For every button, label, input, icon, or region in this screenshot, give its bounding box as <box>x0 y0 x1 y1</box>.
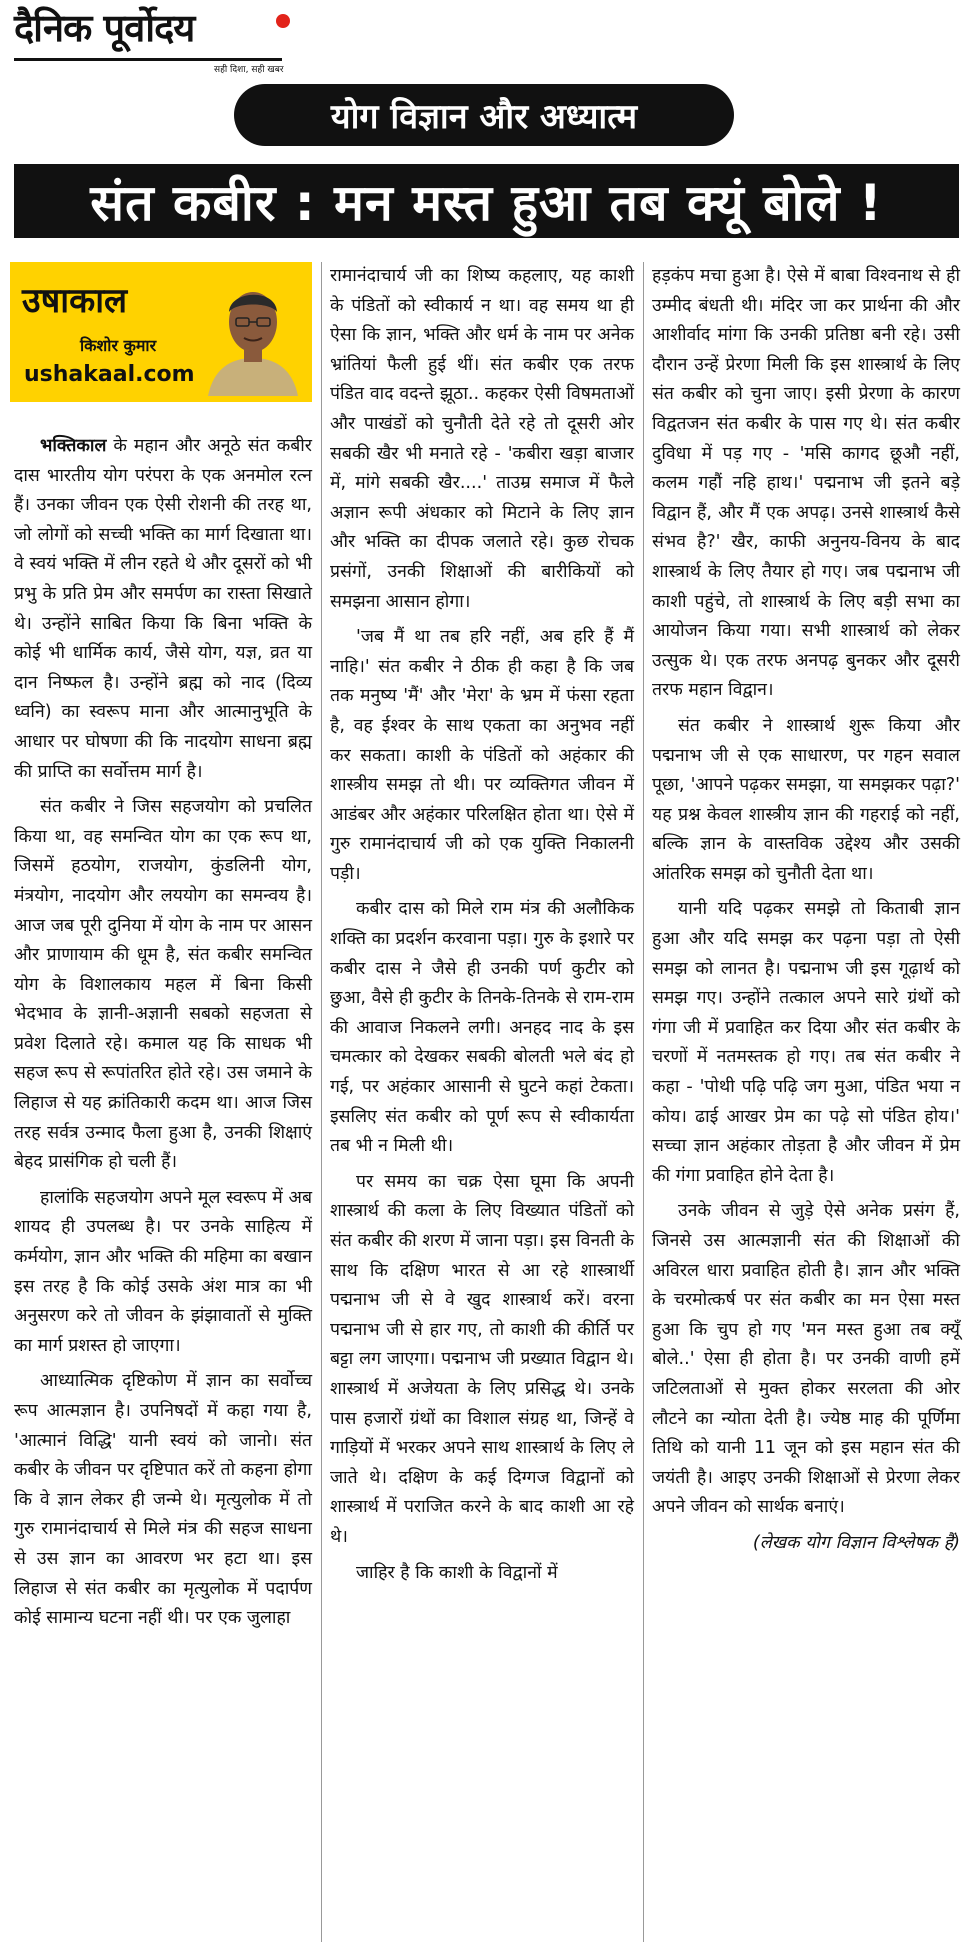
headline-text: संत कबीर : मन मस्त हुआ तब क्यूं बोले ! <box>90 174 883 232</box>
paragraph: हालांकि सहजयोग अपने मूल स्वरूप में अब शायद ही उपलब्ध है। पर उनके साहित्य में कर्मयोग, ज्ञान और भक्ति की महिमा का बखान इस तरह है कि कोई उसके अंश मात्र का भी अनुसरण करे तो जीवन के झंझावातों से मुक्ति का मार्ग प्रशस्त हो जाएगा। <box>14 1187 312 1356</box>
author-note: (लेखक योग विज्ञान विश्लेषक हैं) <box>752 1532 960 1553</box>
headline-banner <box>14 164 959 238</box>
lead-word: भक्तिकाल <box>40 436 107 456</box>
article-column-3 <box>652 262 960 1565</box>
column-author: किशोर कुमार <box>80 336 157 355</box>
author-portrait <box>200 272 306 396</box>
column-header <box>10 262 312 402</box>
paragraph: संत कबीर ने शास्त्रार्थ शुरू किया और पद्मनाभ जी से एक साधारण, पर गहन सवाल पूछा, 'आपने पढ़कर समझा, या समझकर पढ़ा?' यह प्रश्न केवल शास्त्रीय ज्ञान की गहराई को नहीं, बल्कि ज्ञान के वास्तविक उद्देश्य और उसकी आंतरिक समझ को चुनौती देता था। <box>652 715 960 884</box>
paragraph: 'जब मैं था तब हरि नहीं, अब हरि हैं मैं नाहि।' संत कबीर ने ठीक ही कहा है कि जब तक मनुष्य 'मैं' और 'मेरा' के भ्रम में फंसा रहता है, वह ईश्वर के साथ एकता का अनुभव नहीं कर सकता। काशी के पंडितों को अहंकार की शास्त्रीय समझ तो थी। पर व्यक्तिगत जीवन में आडंबर और अहंकार परिलक्षित होता था। ऐसे में गुरु रामानंदाचार्य जी को एक युक्ति निकालनी पड़ी। <box>330 627 634 884</box>
paragraph: रामानंदाचार्य जी का शिष्य कहलाए, यह काशी के पंडितों को स्वीकार्य न था। वह समय था ही ऐसा कि ज्ञान, भक्ति और धर्म के नाम पर अनेक भ्रांतियां फैली हुई थीं। संत कबीर एक तरफ पंडित वाद वदन्ते झूठा.. कहकर ऐसी विषमताओं और पाखंडों को चुनौती देते रहे तो दूसरी ओर सबकी खैर भी मनाते रहे - 'कबीरा खड़ा बाजार में, मांगे सबकी खैर....' ताउम्र समाज में फैले अज्ञान रूपी अंधकार को मिटाने के लिए ज्ञान और भक्ति का दीपक जलाते रहे। कुछ रोचक प्रसंगों, उनकी शिक्षाओं की बारीकियों को समझना आसान होगा। <box>330 266 634 612</box>
paragraph: संत कबीर ने जिस सहजयोग को प्रचलित किया था, वह समन्वित योग का एक रूप था, जिसमें हठयोग, राजयोग, कुंडलिनी योग, मंत्रयोग, नादयोग और लययोग का समन्वय है। आज जब पूरी दुनिया में योग के नाम पर आसन और प्राणायाम की धूम है, संत कबीर समन्वित योग के विशालकाय महल में बिना किसी भेदभाव के ज्ञानी-अज्ञानी सबको सहजता से प्रवेश दिलाते रहे। कमाल यह कि साधक भी सहज रूप से रूपांतरित होते रहे। उस जमाने के लिहाज से यह क्रांतिकारी कदम था। आज जिस तरह सर्वत्र उन्माद फैला हुआ है, उनकी शिक्षाएं बेहद प्रासंगिक हो चली हैं। <box>14 797 312 1173</box>
paragraph: भक्तिकाल के महान और अनूठे संत कबीर दास भारतीय योग परंपरा के एक अनमोल रत्न हैं। उनका जीवन एक ऐसी रोशनी की तरह था, जो लोगों को सच्ची भक्ति का मार्ग दिखाता था। वे स्वयं भक्ति में लीन रहते थे और दूसरों को भी प्रभु के प्रति प्रेम और समर्पण का रास्ता सिखाते थे। उन्होंने साबित किया कि बिना भक्ति के कोई भी धार्मिक कार्य, जैसे योग, यज्ञ, व्रत या दान निष्फल है। उन्होंने ब्रह्म को नाद (दिव्य ध्वनि) का स्वरूप माना और आत्मानुभूति के आधार पर घोषणा की कि नादयोग साधना ब्रह्म की प्राप्ति का सर्वोत्तम मार्ग है। <box>14 436 312 782</box>
section-label: योग विज्ञान और अध्यात्म <box>330 97 638 137</box>
paragraph: आध्यात्मिक दृष्टिकोण में ज्ञान का सर्वोच्च रूप आत्मज्ञान है। उपनिषदों में कहा गया है, 'आत्मानं विद्धि' यानी स्वयं को जानो। संत कबीर के जीवन पर दृष्टिपात करें तो कहना होगा कि वे ज्ञान लेकर ही जन्मे थे। मृत्युलोक में तो गुरु रामानंदाचार्य से मिले मंत्र की सहज साधना से उस ज्ञान का आवरण भर हटा था। इस लिहाज से संत कबीर का मृत्युलोक में पदार्पण कोई सामान्य घटना नहीं थी। पर एक जुलाहा <box>14 1371 312 1629</box>
paragraph: हड़कंप मचा हुआ है। ऐसे में बाबा विश्वनाथ से ही उम्मीद बंधती थी। मंदिर जा कर प्रार्थना की और आशीर्वाद मांगा कि उनकी प्रतिष्ठा बनी रहे। उसी दौरान उन्हें प्रेरणा मिली कि इस शास्त्रार्थ के लिए संत कबीर को चुना जाए। इसी प्रेरणा के कारण विद्वतजन संत कबीर के पास गए थे। संत कबीर दुविधा में पड़ गए - 'मसि कागद छूऔ नहीं, कलम गहौं नहि हाथ।' पद्मनाभ जी इतने बड़े विद्वान हैं, और मैं एक अपढ़। उनसे शास्त्रार्थ कैसे संभव है?' खैर, काफी अनुनय-विनय के बाद शास्त्रार्थ के लिए तैयार हो गए। जब पद्मनाभ जी काशी पहुंचे, तो शास्त्रार्थ के लिए बड़ी सभा का आयोजन किया गया। सभी शास्त्रार्थ को लेकर उत्सुक थे। एक तरफ अनपढ़ बुनकर और दूसरी तरफ महान विद्वान। <box>652 266 960 701</box>
paragraph: पर समय का चक्र ऐसा घूमा कि अपनी शास्त्रार्थ की कला के लिए विख्यात पंडितों को संत कबीर की शरण में जाना पड़ा। इस विनती के साथ कि दक्षिण भारत से आ रहे शास्त्रार्थी पद्मनाभ जी से वे खुद शास्त्रार्थ करें। वरना पद्मनाभ जी से हार गए, तो काशी की कीर्ति पर बट्टा लग जाएगा। पद्मनाभ जी प्रख्यात विद्वान थे। शास्त्रार्थ में अजेयता के लिए प्रसिद्ध थे। उनके पास हजारों ग्रंथों का विशाल संग्रह था, जिन्हें वे गाड़ियों में भरकर अपने साथ शास्त्रार्थ के लिए ले जाते थे। दक्षिण के कई दिग्गज विद्वानों को शास्त्रार्थ में पराजित करने के बाद काशी आ रहे थे। <box>330 1171 634 1547</box>
paragraph: कबीर दास को मिले राम मंत्र की अलौकिक शक्ति का प्रदर्शन करवाना पड़ा। गुरु के इशारे पर कबीर दास ने जैसे ही उनकी पर्ण कुटीर को छुआ, वैसे ही कुटीर के तिनके-तिनके से राम-राम की आवाज निकलने लगी। अनहद नाद के इस चमत्कार को देखकर सबकी बोलती भले बंद हो गई, पर अहंकार आसानी से घुटने कहां टेकता। इसलिए संत कबीर को पूर्ण रूप से स्वीकार्यता तब भी न मिली थी। <box>330 899 634 1157</box>
column-title: उषाकाल <box>22 281 128 321</box>
newspaper-name: दैनिक पूर्वोदय <box>14 6 195 50</box>
paragraph: उनके जीवन से जुड़े ऐसे अनेक प्रसंग हैं, जिनसे उस आत्मज्ञानी संत की शिक्षाओं की अविरल धारा प्रवाहित होती है। ज्ञान और भक्ति के चरमोत्कर्ष पर संत कबीर का मन ऐसा मस्त हुआ कि चुप हो गए 'मन मस्त हुआ तब क्यूँ बोले..' ऐसा ही होता है। पर उनकी वाणी हमें जटिलताओं से मुक्त होकर सरलता की ओर लौटने का न्योता देती है। ज्येष्ठ माह की पूर्णिमा तिथि को यानी 11 जून को इस महान संत की जयंती है। आइए उनकी शिक्षाओं से प्रेरणा लेकर अपने जीवन को सार्थक बनाएं। <box>652 1201 960 1518</box>
paragraph: जाहिर है कि काशी के विद्वानों में <box>356 1562 558 1583</box>
section-banner <box>234 84 734 146</box>
article-column-1 <box>14 432 312 1640</box>
column-divider <box>643 262 644 1942</box>
column-website: ushakaal.com <box>24 362 195 387</box>
column-divider <box>321 262 322 1942</box>
masthead-rule <box>14 58 282 61</box>
article-column-2 <box>330 262 634 1594</box>
paragraph: यानी यदि पढ़कर समझे तो किताबी ज्ञान हुआ और यदि समझ कर पढ़ना पड़ा तो ऐसी समझ को लानत है। पद्मनाभ जी इस गूढ़ार्थ को समझ गए। उन्होंने तत्काल अपने सारे ग्रंथों को गंगा जी में प्रवाहित कर दिया और संत कबीर के चरणों में नतमस्तक हो गए। तब संत कबीर ने कहा - 'पोथी पढ़ि पढ़ि जग मुआ, पंडित भया न कोय। ढाई आखर प्रेम का पढ़े सो पंडित होय।' सच्चा ज्ञान अहंकार तोड़ता है और जीवन में प्रेम की गंगा प्रवाहित होने देता है। <box>652 899 960 1186</box>
brand-dot-icon <box>276 14 290 28</box>
masthead <box>14 6 314 75</box>
newspaper-tagline: सही दिशा, सही खबर <box>214 65 284 75</box>
